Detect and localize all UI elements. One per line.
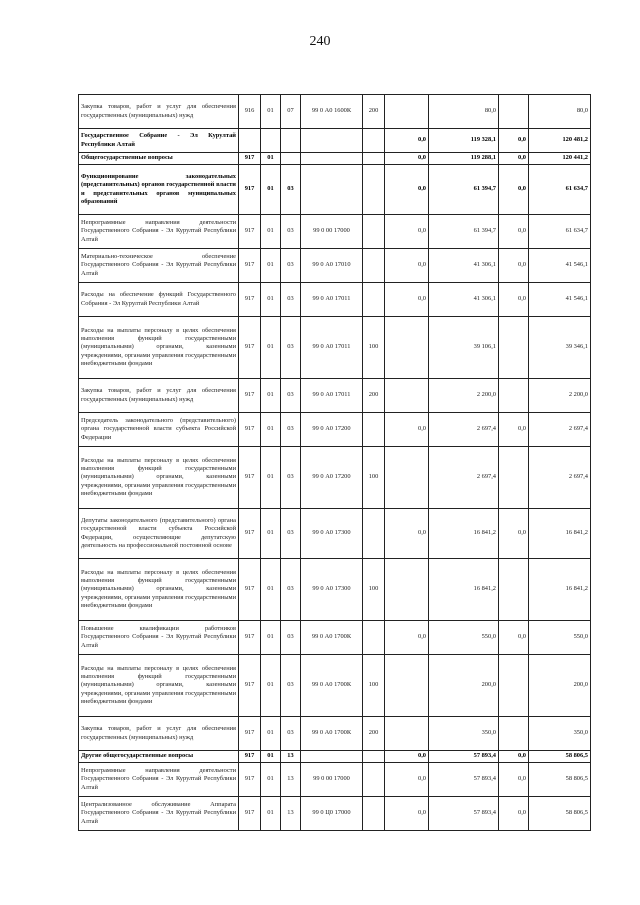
row-name: Непрограммные направления деятельности Государственного Собрания - Эл Курултай Республики Алтай — [79, 763, 239, 797]
table-row — [79, 621, 591, 655]
cell-expense-type: 100 — [363, 317, 385, 379]
cell-amount-1: 350,0 — [429, 717, 499, 751]
cell-subsection — [281, 129, 301, 153]
cell-grbs: 917 — [239, 379, 261, 413]
cell-amount-2: 61 634,7 — [529, 215, 591, 249]
budget-table — [78, 94, 591, 831]
cell-amount-2: 41 546,1 — [529, 249, 591, 283]
cell-expense-type — [363, 509, 385, 559]
cell-expense-type: 100 — [363, 447, 385, 509]
cell-subsection: 03 — [281, 215, 301, 249]
cell-amount-change-2: 0,0 — [499, 283, 529, 317]
cell-amount-change-1: 0,0 — [385, 797, 429, 831]
cell-target-article: 99 0 А0 1700К — [301, 621, 363, 655]
cell-target-article: 99 0 00 17000 — [301, 763, 363, 797]
cell-amount-change-1: 0,0 — [385, 621, 429, 655]
cell-amount-1: 16 841,2 — [429, 509, 499, 559]
cell-target-article: 99 0 А0 17011 — [301, 317, 363, 379]
row-name: Закупка товаров, работ и услуг для обеспечения государственных (муниципальных) нужд — [79, 717, 239, 751]
page-number: 240 — [309, 34, 331, 49]
cell-amount-change-1: 0,0 — [385, 509, 429, 559]
cell-subsection: 03 — [281, 655, 301, 717]
cell-expense-type — [363, 621, 385, 655]
row-name: Председатель законодательного (представительного) органа государственной власти субъекта Российской Федерации — [79, 413, 239, 447]
row-name: Расходы на обеспечение функций Государственного Собрания - Эл Курултай Республики Алтай — [79, 283, 239, 317]
cell-amount-1: 200,0 — [429, 655, 499, 717]
cell-amount-2: 200,0 — [529, 655, 591, 717]
cell-amount-change-1: 0,0 — [385, 153, 429, 165]
cell-expense-type — [363, 413, 385, 447]
row-name: Закупка товаров, работ и услуг для обеспечения государственных (муниципальных) нужд — [79, 95, 239, 129]
cell-grbs: 917 — [239, 283, 261, 317]
cell-amount-2: 16 841,2 — [529, 559, 591, 621]
cell-amount-1: 57 893,4 — [429, 763, 499, 797]
cell-amount-change-2: 0,0 — [499, 413, 529, 447]
cell-section: 01 — [261, 215, 281, 249]
row-name: Материально-техническое обеспечение Государственного Собрания - Эл Курултай Республики Алтай — [79, 249, 239, 283]
cell-expense-type: 100 — [363, 559, 385, 621]
cell-section: 01 — [261, 283, 281, 317]
cell-section: 01 — [261, 751, 281, 763]
row-name: Общегосударственные вопросы — [79, 153, 239, 165]
table-row — [79, 751, 591, 763]
cell-target-article — [301, 751, 363, 763]
cell-amount-2: 16 841,2 — [529, 509, 591, 559]
cell-section: 01 — [261, 655, 281, 717]
row-name: Государственное Собрание - Эл Курултай Республики Алтай — [79, 129, 239, 153]
cell-amount-1: 550,0 — [429, 621, 499, 655]
cell-section: 01 — [261, 763, 281, 797]
cell-section: 01 — [261, 797, 281, 831]
cell-subsection: 13 — [281, 751, 301, 763]
cell-subsection: 13 — [281, 763, 301, 797]
row-name: Непрограммные направления деятельности Государственного Собрания - Эл Курултай Республики Алтай — [79, 215, 239, 249]
cell-target-article: 99 0 А0 1700К — [301, 717, 363, 751]
cell-expense-type: 200 — [363, 379, 385, 413]
cell-section — [261, 129, 281, 153]
cell-amount-1: 16 841,2 — [429, 559, 499, 621]
table-row — [79, 763, 591, 797]
cell-amount-change-1: 0,0 — [385, 413, 429, 447]
cell-section: 01 — [261, 249, 281, 283]
table-row — [79, 215, 591, 249]
cell-target-article: 99 0 А0 17300 — [301, 509, 363, 559]
table-row — [79, 717, 591, 751]
cell-amount-change-2: 0,0 — [499, 763, 529, 797]
cell-amount-change-1 — [385, 655, 429, 717]
table-row — [79, 165, 591, 215]
cell-expense-type: 100 — [363, 655, 385, 717]
cell-amount-change-2 — [499, 559, 529, 621]
cell-amount-2: 2 697,4 — [529, 413, 591, 447]
cell-target-article: 99 0 А0 17200 — [301, 413, 363, 447]
cell-amount-change-2 — [499, 717, 529, 751]
cell-grbs: 917 — [239, 447, 261, 509]
cell-amount-change-1 — [385, 559, 429, 621]
row-name: Функционирование законодательных (представительных) органов государственной власти и представительных органов муниципальных образований — [79, 165, 239, 215]
cell-section: 01 — [261, 165, 281, 215]
cell-amount-1: 57 893,4 — [429, 751, 499, 763]
cell-expense-type — [363, 763, 385, 797]
cell-grbs: 917 — [239, 621, 261, 655]
cell-amount-change-2 — [499, 95, 529, 129]
cell-amount-change-2 — [499, 447, 529, 509]
table-row — [79, 379, 591, 413]
cell-target-article: 99 0 А0 17011 — [301, 379, 363, 413]
cell-target-article: 99 0 А0 17011 — [301, 283, 363, 317]
cell-amount-change-1: 0,0 — [385, 215, 429, 249]
cell-subsection: 03 — [281, 283, 301, 317]
cell-amount-1: 2 697,4 — [429, 413, 499, 447]
cell-expense-type: 200 — [363, 717, 385, 751]
cell-section: 01 — [261, 621, 281, 655]
cell-amount-change-2: 0,0 — [499, 153, 529, 165]
cell-amount-change-1: 0,0 — [385, 129, 429, 153]
cell-grbs: 917 — [239, 797, 261, 831]
cell-target-article: 99 0 А0 17200 — [301, 447, 363, 509]
cell-amount-1: 41 306,1 — [429, 283, 499, 317]
cell-amount-change-2 — [499, 317, 529, 379]
cell-amount-2: 58 806,5 — [529, 797, 591, 831]
cell-amount-2: 61 634,7 — [529, 165, 591, 215]
cell-amount-2: 58 806,5 — [529, 763, 591, 797]
cell-amount-1: 39 106,1 — [429, 317, 499, 379]
cell-amount-change-1: 0,0 — [385, 249, 429, 283]
cell-target-article: 99 0 А0 17010 — [301, 249, 363, 283]
cell-grbs: 917 — [239, 717, 261, 751]
row-name: Закупка товаров, работ и услуг для обеспечения государственных (муниципальных) нужд — [79, 379, 239, 413]
table-row — [79, 317, 591, 379]
cell-subsection: 03 — [281, 317, 301, 379]
cell-amount-1: 61 394,7 — [429, 165, 499, 215]
cell-grbs: 917 — [239, 249, 261, 283]
cell-amount-2: 2 200,0 — [529, 379, 591, 413]
cell-amount-1: 2 697,4 — [429, 447, 499, 509]
cell-amount-2: 2 697,4 — [529, 447, 591, 509]
cell-subsection: 07 — [281, 95, 301, 129]
row-name: Расходы на выплаты персоналу в целях обеспечения выполнения функций государственными (муниципальными) органами, казенными учреждениями, органами управления государственными внебюджетными фондами — [79, 317, 239, 379]
table-row — [79, 153, 591, 165]
cell-amount-1: 61 394,7 — [429, 215, 499, 249]
cell-grbs — [239, 129, 261, 153]
cell-expense-type — [363, 129, 385, 153]
cell-expense-type — [363, 283, 385, 317]
cell-expense-type — [363, 215, 385, 249]
cell-section: 01 — [261, 413, 281, 447]
cell-grbs: 917 — [239, 509, 261, 559]
cell-amount-1: 2 200,0 — [429, 379, 499, 413]
table-row — [79, 283, 591, 317]
cell-section: 01 — [261, 153, 281, 165]
cell-amount-change-2: 0,0 — [499, 751, 529, 763]
cell-target-article — [301, 129, 363, 153]
table-row — [79, 95, 591, 129]
cell-section: 01 — [261, 509, 281, 559]
cell-expense-type — [363, 751, 385, 763]
cell-subsection: 03 — [281, 249, 301, 283]
table-row — [79, 797, 591, 831]
cell-subsection: 03 — [281, 379, 301, 413]
row-name: Депутаты законодательного (представительного) органа государственной власти субъекта Российской Федерации, осуществляющие депутатскую деятельность на профессиональной постоянной основе — [79, 509, 239, 559]
cell-grbs: 917 — [239, 655, 261, 717]
cell-amount-1: 119 328,1 — [429, 129, 499, 153]
cell-subsection: 03 — [281, 509, 301, 559]
cell-amount-change-2: 0,0 — [499, 509, 529, 559]
cell-amount-1: 41 306,1 — [429, 249, 499, 283]
cell-target-article: 99 0 00 17000 — [301, 215, 363, 249]
cell-amount-change-2: 0,0 — [499, 249, 529, 283]
cell-subsection: 03 — [281, 717, 301, 751]
cell-section: 01 — [261, 317, 281, 379]
cell-grbs: 917 — [239, 559, 261, 621]
cell-amount-2: 120 481,2 — [529, 129, 591, 153]
cell-target-article: 99 0 Ц0 17000 — [301, 797, 363, 831]
cell-target-article: 99 0 А0 1600К — [301, 95, 363, 129]
cell-amount-change-1: 0,0 — [385, 283, 429, 317]
cell-subsection: 03 — [281, 447, 301, 509]
cell-section: 01 — [261, 717, 281, 751]
cell-target-article — [301, 153, 363, 165]
cell-section: 01 — [261, 559, 281, 621]
cell-amount-change-1 — [385, 717, 429, 751]
cell-amount-change-2 — [499, 655, 529, 717]
cell-grbs: 917 — [239, 153, 261, 165]
cell-amount-change-1 — [385, 95, 429, 129]
cell-grbs: 917 — [239, 763, 261, 797]
row-name: Расходы на выплаты персоналу в целях обеспечения выполнения функций государственными (муниципальными) органами, казенными учреждениями, органами управления государственными внебюджетными фондами — [79, 655, 239, 717]
cell-grbs: 917 — [239, 413, 261, 447]
cell-amount-2: 350,0 — [529, 717, 591, 751]
cell-amount-2: 58 806,5 — [529, 751, 591, 763]
cell-subsection: 03 — [281, 413, 301, 447]
cell-expense-type — [363, 797, 385, 831]
cell-amount-2: 39 346,1 — [529, 317, 591, 379]
cell-amount-change-1: 0,0 — [385, 763, 429, 797]
cell-amount-change-2: 0,0 — [499, 797, 529, 831]
row-name: Другие общегосударственные вопросы — [79, 751, 239, 763]
table-row — [79, 559, 591, 621]
cell-grbs: 917 — [239, 165, 261, 215]
cell-expense-type — [363, 165, 385, 215]
cell-target-article — [301, 165, 363, 215]
cell-amount-change-1: 0,0 — [385, 751, 429, 763]
cell-amount-2: 41 546,1 — [529, 283, 591, 317]
cell-subsection: 03 — [281, 165, 301, 215]
cell-grbs: 916 — [239, 95, 261, 129]
cell-amount-change-1 — [385, 317, 429, 379]
cell-target-article: 99 0 А0 1700К — [301, 655, 363, 717]
table-row — [79, 249, 591, 283]
cell-subsection: 03 — [281, 559, 301, 621]
table-row — [79, 509, 591, 559]
cell-grbs: 917 — [239, 317, 261, 379]
table-row — [79, 413, 591, 447]
cell-target-article: 99 0 А0 17300 — [301, 559, 363, 621]
cell-amount-change-2: 0,0 — [499, 215, 529, 249]
cell-amount-1: 80,0 — [429, 95, 499, 129]
row-name: Расходы на выплаты персоналу в целях обеспечения выполнения функций государственными (муниципальными) органами, казенными учреждениями, органами управления государственными внебюджетными фондами — [79, 447, 239, 509]
cell-expense-type — [363, 249, 385, 283]
cell-amount-change-1: 0,0 — [385, 165, 429, 215]
cell-section: 01 — [261, 379, 281, 413]
cell-amount-change-1 — [385, 379, 429, 413]
cell-amount-change-2: 0,0 — [499, 621, 529, 655]
cell-section: 01 — [261, 447, 281, 509]
cell-amount-change-2: 0,0 — [499, 129, 529, 153]
cell-subsection — [281, 153, 301, 165]
cell-expense-type — [363, 153, 385, 165]
row-name: Повышение квалификации работников Государственного Собрания - Эл Курултай Республики Алтай — [79, 621, 239, 655]
cell-amount-1: 57 893,4 — [429, 797, 499, 831]
cell-amount-change-2 — [499, 379, 529, 413]
cell-subsection: 13 — [281, 797, 301, 831]
row-name: Централизованное обслуживание Аппарата Государственного Собрания - Эл Курултай Республики Алтай — [79, 797, 239, 831]
table-row — [79, 129, 591, 153]
cell-section: 01 — [261, 95, 281, 129]
table-row — [79, 447, 591, 509]
cell-amount-2: 120 441,2 — [529, 153, 591, 165]
cell-expense-type: 200 — [363, 95, 385, 129]
cell-grbs: 917 — [239, 215, 261, 249]
table-row — [79, 655, 591, 717]
cell-grbs: 917 — [239, 751, 261, 763]
cell-amount-2: 80,0 — [529, 95, 591, 129]
row-name: Расходы на выплаты персоналу в целях обеспечения выполнения функций государственными (муниципальными) органами, казенными учреждениями, органами управления государственными внебюджетными фондами — [79, 559, 239, 621]
cell-subsection: 03 — [281, 621, 301, 655]
cell-amount-change-2: 0,0 — [499, 165, 529, 215]
cell-amount-2: 550,0 — [529, 621, 591, 655]
cell-amount-change-1 — [385, 447, 429, 509]
cell-amount-1: 119 288,1 — [429, 153, 499, 165]
